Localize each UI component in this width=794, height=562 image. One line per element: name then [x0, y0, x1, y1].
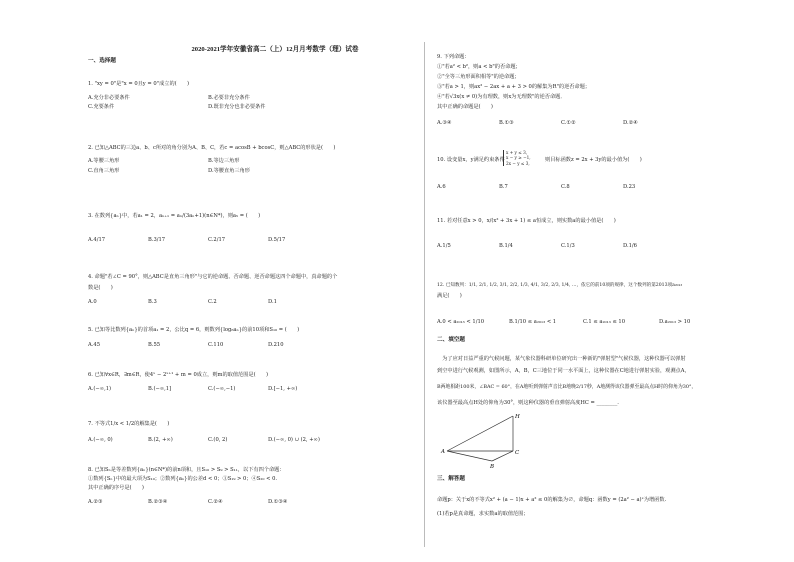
- section-choice-title: 一、选择题: [88, 58, 116, 64]
- q3-option-d: D.5/17: [268, 237, 286, 243]
- q1-option-d: D.既非充分也非必要条件: [208, 104, 266, 110]
- label-c: C: [515, 450, 520, 456]
- q11-option-c: C.1/3: [561, 243, 575, 249]
- question-12-cont: 满足( ): [437, 293, 462, 299]
- label-h: H: [515, 414, 520, 420]
- q1-option-b: B.必要非充分条件: [208, 95, 250, 101]
- q2-option-d: D.等腰直角三角形: [208, 168, 250, 174]
- q9-item-3: ③"若a > 1，则ax² − 2ax + a + 3 > 0的解集为R"的逆否命题；: [437, 84, 591, 90]
- q7-option-c: C.(0, 2): [208, 437, 228, 443]
- q6-option-c: C.(−∞,−1): [208, 386, 236, 392]
- q1-option-a: A.充分非必要条件: [88, 95, 130, 101]
- question-12: 12. 已知数列：1/1, 2/1, 1/2, 3/1, 2/2, 1/3, 4/1, 3/2, 2/3, 1/4, …，依它的前10项的规律，这个数列的第2013项a₂₀₁₃: [437, 283, 683, 288]
- q5-options: [88, 342, 284, 349]
- q2-options-row2: [88, 168, 250, 175]
- q3-options: [88, 237, 285, 244]
- q3-option-c: C.2/17: [208, 237, 226, 243]
- q5-option-c: C.110: [208, 342, 224, 348]
- column-divider: [424, 42, 425, 547]
- q14-line-2: (1)若p是真命题，求实数a的取值范围；: [437, 511, 529, 517]
- q9-conclusion: 其中正确的命题是( ): [437, 104, 493, 110]
- q1-options-row2: [88, 104, 266, 111]
- q10-option-d: D.23: [623, 184, 636, 190]
- q4-option-c: C.2: [208, 299, 217, 305]
- q4-option-a: A.0: [88, 299, 97, 305]
- question-9: 9. 下列命题：: [437, 54, 470, 60]
- question-1: 1. "xy = 0"是"x = 0且y = 0"成立的( ): [88, 81, 190, 87]
- q9-options: [437, 120, 638, 127]
- q2-option-c: C.直角三角形: [88, 168, 120, 174]
- q11-option-d: D.1/6: [623, 243, 637, 249]
- q14-line-1: 命题p：关于x的不等式x² + (a − 1)x + a² ≤ 0的解集为∅，命题q：函数y = (2a² − a)ˣ为增函数.: [437, 497, 667, 503]
- q4-option-b: B.3: [148, 299, 157, 305]
- q11-option-a: A.1/5: [437, 243, 451, 249]
- figure-segment-bc: [492, 451, 513, 461]
- label-a: A: [441, 449, 445, 455]
- q9-item-1: ①"若a² < b²，则a < b"的否命题；: [437, 64, 521, 70]
- q3-option-b: B.3/17: [148, 237, 166, 243]
- page-title: 2020-2021学年安徽省高二（上）12月月考数学（理）试卷: [191, 46, 359, 53]
- q10-tail: 则目标函数z = 2x + 3y的最小值为( ): [545, 157, 642, 163]
- q10-options: [437, 184, 635, 191]
- q7-option-d: D.(−∞, 0) ∪ (2, +∞): [268, 437, 320, 443]
- figure-segment-ah: [447, 416, 513, 451]
- q9-item-4: ④"若√3x(x ≠ 0)为有理数，则x为无理数"的逆否命题．: [437, 94, 566, 100]
- q13-line-3: B两地相距100米，∠BAC = 60°，在A地听到弹射声音比B地晚2/17秒，A地测得该仪器弹至最高点H时的仰角为30°，: [437, 384, 697, 390]
- triangle-figure: [437, 408, 547, 470]
- q11-options: [437, 243, 637, 250]
- q9-option-b: B.①③: [499, 120, 514, 126]
- question-2: 2. 已知△ABC的三边a、b、c所对的角分别为A、B、C，若c = acosB + bcosC，则△ABC的形状是( ): [88, 145, 336, 151]
- q10-constraint-system: [503, 150, 531, 166]
- q9-option-c: C.①②: [561, 120, 576, 126]
- q12-option-d: D.a₂₀₁₃ > 10: [659, 319, 691, 325]
- q6-option-d: D.[−1, +∞): [268, 386, 298, 392]
- q10-option-b: B.7: [499, 184, 508, 190]
- q8-option-a: A.②③: [88, 499, 103, 505]
- q8-option-d: D.①③④: [268, 499, 288, 505]
- q1-option-c: C.充要条件: [88, 104, 115, 110]
- q3-option-a: A.4/17: [88, 237, 106, 243]
- q13-line-1: 为了应对日益严重的气候问题，某气象仪器科研单位研究出一种新的"弹射型"气候仪器，这种仪器可以弹射: [437, 356, 686, 362]
- q9-option-a: A.③④: [437, 120, 452, 126]
- question-10: 10. 设变量x，y满足约束条件: [437, 157, 505, 163]
- q8-options: [88, 499, 288, 506]
- q10-constraint-3: 2x − y ≤ 3,: [506, 160, 530, 166]
- q13-line-2: 到空中进行气候观测，如图所示，A，B，C三地位于同一水平面上，这种仪器在C地进行弹射实验，观测点A，: [437, 368, 690, 374]
- q5-option-b: B.55: [148, 342, 161, 348]
- q12-option-c: C.1 ≤ a₂₀₁₃ ≤ 10: [583, 319, 626, 325]
- q10-option-a: A.6: [437, 184, 446, 190]
- q4-options: [88, 299, 277, 306]
- q12-option-b: B.1/10 ≤ a₂₀₁₃ < 1: [509, 319, 557, 325]
- question-5: 5. 已知等比数列{aₙ}的首项a₁ = 2，公比q = 6，则数列{log₆aₙ}的前10项和S₁₀ = ( ): [88, 327, 300, 333]
- question-3: 3. 在数列{aₙ}中，若a₁ = 2，aₙ₊₁ = aₙ/(3aₙ+1)(n∈N*)，则a₅ = ( ): [88, 213, 261, 219]
- q6-options: [88, 386, 297, 393]
- q10-constraint-1: x + y ≤ 3,: [506, 150, 528, 155]
- q8-option-b: B.②③④: [148, 499, 168, 505]
- q12-option-a: A.0 < a₂₀₁₃ < 1/10: [437, 319, 485, 325]
- q9-option-d: D.②④: [623, 120, 638, 126]
- q10-constraint-2: x − y ≥ −1,: [506, 155, 531, 161]
- q8-option-c: C.②④: [208, 499, 223, 505]
- q12-options: [437, 319, 690, 326]
- q6-option-b: B.(−∞,1]: [148, 386, 172, 392]
- question-8-line2: ①数列{Sₙ}中的最大项为S₁₀；②数列{aₙ}的公差d < 0；③S₁₉ > 0；④S₂₀ < 0.: [88, 476, 278, 482]
- q4-option-d: D.1: [268, 299, 277, 305]
- q2-option-b: B.等边三角形: [208, 158, 240, 164]
- section-answer-title: 三、解答题: [437, 476, 465, 482]
- figure-segment-ab: [447, 451, 492, 461]
- question-4: 4. 命题"若∠C = 90°，则△ABC是直角三角形"与它的逆命题、否命题、逆否命题这四个命题中，真命题的个: [88, 274, 338, 280]
- q10-option-c: C.8: [561, 184, 570, 190]
- q7-option-a: A.(−∞, 0): [88, 437, 113, 443]
- q1-options-row1: [88, 95, 250, 102]
- q9-item-2: ②"全等三角形面积相等"的逆命题；: [437, 74, 520, 80]
- section-fill-title: 二、填空题: [437, 337, 465, 343]
- label-b: B: [490, 464, 495, 470]
- q7-options: [88, 437, 320, 444]
- q11-option-b: B.1/4: [499, 243, 513, 249]
- q2-option-a: A.等腰三角形: [88, 158, 120, 164]
- q5-option-a: A.45: [88, 342, 100, 348]
- question-8: 8. 已知Sₙ是等差数列{aₙ}(n∈N*)的前n项和，且S₁₀ > S₉ > S₁₁，以下有四个命题：: [88, 467, 285, 473]
- question-6: 6. 已知∀x∈R，∃m∈R，使4ˣ − 2ˣ⁺¹ + m = 0成立，则m的取值范围是( ): [88, 372, 269, 378]
- question-8-line3: 其中正确的序号是( ): [88, 485, 144, 491]
- q2-options-row1: [88, 158, 239, 165]
- q13-line-4: 该仪器至最高点H处的仰角为30°，则这种仪器的垂直弹射高度HC = ________.: [437, 400, 619, 406]
- question-4-cont: 数是( ): [88, 285, 113, 291]
- q7-option-b: B.(2, +∞): [148, 437, 173, 443]
- question-7: 7. 不等式1/x < 1/2的解集是( ): [88, 421, 170, 427]
- q5-option-d: D.210: [268, 342, 284, 348]
- q6-option-a: A.(−∞,1): [88, 386, 112, 392]
- question-11: 11. 若对任意x > 0，x/(x² + 3x + 1) ≤ a恒成立，则实数a的最小值是( ): [437, 218, 616, 224]
